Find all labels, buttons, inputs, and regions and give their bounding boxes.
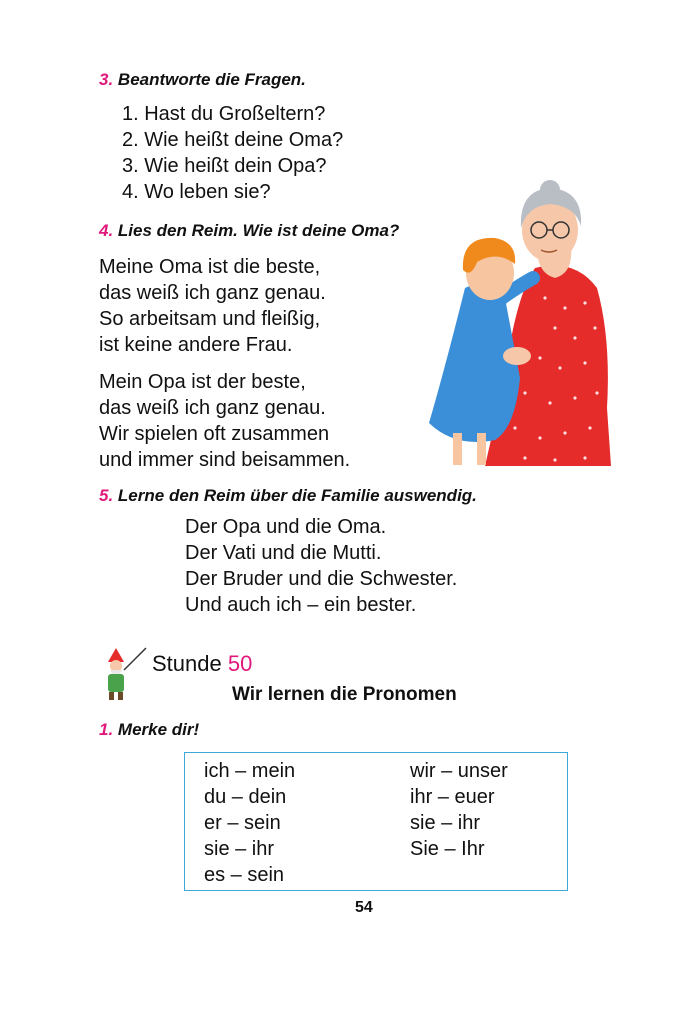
lesson-subtitle: Wir lernen die Pronomen	[232, 684, 457, 705]
stanza2-line-3: Wir spielen oft zusammen	[99, 423, 330, 445]
task5-number: 5.	[99, 486, 114, 505]
teacher-gnome-icon	[98, 646, 150, 702]
stanza1-line-4: ist keine andere Frau.	[99, 334, 293, 356]
task5-title: Lerne den Reim über die Familie auswendig.	[117, 486, 477, 505]
pronoun-right-3: sie – ihr	[410, 812, 481, 834]
task3-heading	[99, 70, 306, 90]
question-3: 3. Wie heißt dein Opa?	[122, 155, 327, 177]
family-line-1: Der Opa und die Oma.	[185, 516, 387, 538]
grandmother-girl-illustration	[425, 178, 615, 468]
pronoun-left-1: ich – mein	[204, 760, 296, 782]
rhyme-stanza-2	[99, 369, 350, 473]
stanza2-line-2: das weiß ich ganz genau.	[99, 397, 326, 419]
pronoun-right-2: ihr – euer	[410, 786, 495, 808]
rhyme-stanza-1	[99, 254, 326, 358]
pronoun-right-4: Sie – Ihr	[410, 838, 485, 860]
stanza2-line-1: Mein Opa ist der beste,	[99, 371, 306, 393]
merke-heading	[99, 720, 199, 740]
pronoun-right-1: wir – unser	[410, 760, 508, 782]
question-4: 4. Wo leben sie?	[122, 181, 271, 203]
question-2: 2. Wie heißt deine Oma?	[122, 129, 344, 151]
task3-number: 3.	[99, 70, 114, 89]
task3-questions	[122, 101, 343, 205]
task4-heading	[99, 221, 399, 241]
page-number: 54	[355, 899, 373, 916]
task5-heading	[99, 486, 477, 506]
task3-title: Beantworte die Fragen.	[117, 70, 306, 89]
task4-number: 4.	[99, 221, 114, 240]
pronoun-left-3: er – sein	[204, 812, 281, 834]
family-line-3: Der Bruder und die Schwester.	[185, 568, 458, 590]
question-1: 1. Hast du Großeltern?	[122, 103, 326, 125]
family-rhyme	[185, 514, 457, 618]
stanza1-line-3: So arbeitsam und fleißig,	[99, 308, 321, 330]
merke-title: Merke dir!	[117, 720, 200, 739]
lesson-number: 50	[227, 651, 253, 676]
family-line-2: Der Vati und die Mutti.	[185, 542, 382, 564]
pronoun-left-2: du – dein	[204, 786, 287, 808]
lesson-title	[152, 651, 252, 677]
stanza1-line-1: Meine Oma ist die beste,	[99, 256, 321, 278]
pronoun-left-4: sie – ihr	[204, 838, 275, 860]
pronoun-column-left	[204, 758, 295, 888]
merke-number: 1.	[99, 720, 114, 739]
stanza2-line-4: und immer sind beisammen.	[99, 449, 351, 471]
lesson-word: Stunde	[152, 651, 222, 676]
pronoun-column-right	[410, 758, 508, 862]
pronoun-left-5: es – sein	[204, 864, 285, 886]
stanza1-line-2: das weiß ich ganz genau.	[99, 282, 326, 304]
task4-title: Lies den Reim. Wie ist deine Oma?	[117, 221, 400, 240]
family-line-4: Und auch ich – ein bester.	[185, 594, 417, 616]
